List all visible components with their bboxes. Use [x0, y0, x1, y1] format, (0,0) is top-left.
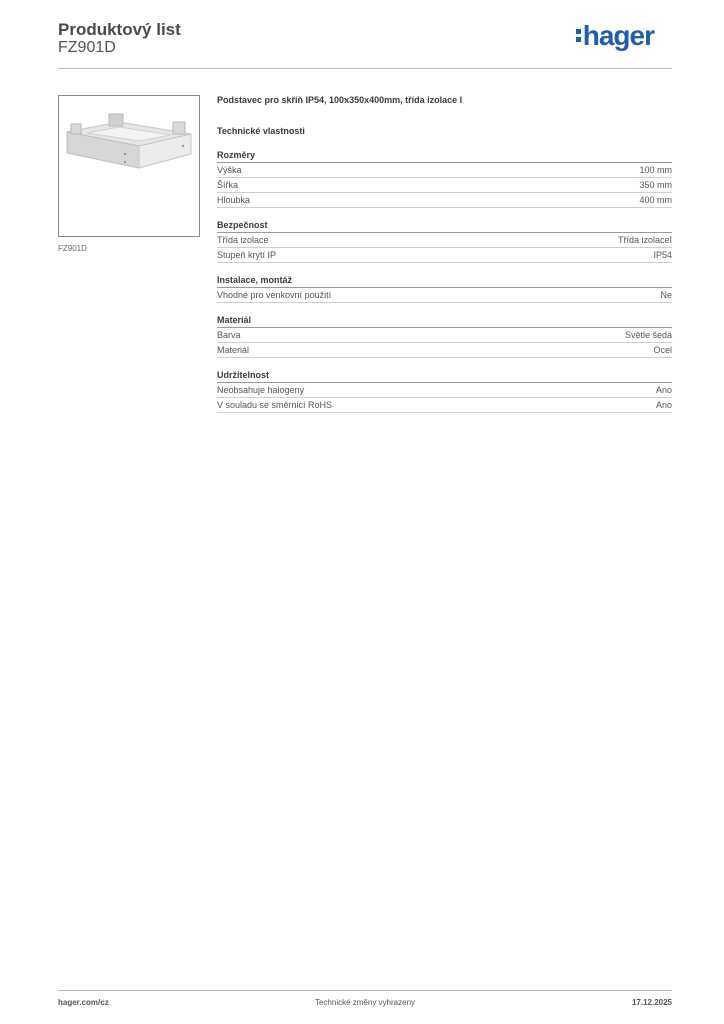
- property-value: Ano: [655, 400, 672, 410]
- property-label: Šířka: [217, 180, 239, 190]
- property-row: [217, 233, 672, 248]
- property-row: [217, 288, 672, 303]
- property-row: [217, 328, 672, 343]
- hager-logo: [576, 20, 654, 52]
- property-label: Neobsahuje halogeny: [217, 385, 305, 395]
- footer-date: 17.12.2025: [631, 998, 672, 1007]
- section-material: [217, 315, 672, 358]
- section-title: Rozměry: [217, 150, 672, 163]
- property-label: Výška: [217, 165, 242, 175]
- image-caption: FZ901D: [58, 244, 87, 253]
- logo-dots-icon: [576, 26, 581, 45]
- page-header: [58, 20, 672, 68]
- property-label: V souladu se směrnicí RoHS: [217, 400, 333, 410]
- logo-text: hager: [582, 20, 654, 51]
- property-label: Vhodné pro venkovní použití: [217, 290, 332, 300]
- header-divider: [58, 68, 672, 69]
- section-dimensions: [217, 150, 672, 208]
- property-label: Barva: [217, 330, 241, 340]
- property-label: Materiál: [217, 345, 250, 355]
- property-label: Třída izolace: [217, 235, 269, 245]
- property-value: Ne: [660, 290, 672, 300]
- section-title: Materiál: [217, 315, 672, 328]
- technical-properties-title: Technické vlastnosti: [217, 126, 305, 136]
- page-footer: [58, 998, 672, 1012]
- property-value: 400 mm: [639, 195, 672, 205]
- section-sustainability: [217, 370, 672, 413]
- property-value: 100 mm: [639, 165, 672, 175]
- section-title: Instalace, montáž: [217, 275, 672, 288]
- property-row: [217, 193, 672, 208]
- property-row: [217, 248, 672, 263]
- footer-notice: Technické změny vyhrazeny: [314, 998, 416, 1007]
- property-row: [217, 343, 672, 358]
- property-value: Třída izolaceI: [617, 235, 672, 245]
- footer-divider: [58, 990, 672, 991]
- property-value: Ano: [655, 385, 672, 395]
- property-row: [217, 383, 672, 398]
- footer-website-link[interactable]: hager.com/cz: [58, 998, 109, 1007]
- property-value: 350 mm: [639, 180, 672, 190]
- section-title: Bezpečnost: [217, 220, 672, 233]
- section-safety: [217, 220, 672, 263]
- property-row: [217, 398, 672, 413]
- property-value: Ocel: [653, 345, 672, 355]
- product-details: [217, 95, 672, 425]
- product-image: [58, 95, 200, 237]
- property-row: [217, 163, 672, 178]
- product-base-illustration: [59, 96, 199, 236]
- document-title: Produktový list: [58, 20, 181, 39]
- product-code: FZ901D: [58, 39, 116, 56]
- section-installation: [217, 275, 672, 303]
- property-row: [217, 178, 672, 193]
- property-value: Světle šedá: [624, 330, 672, 340]
- product-description: Podstavec pro skříň IP54, 100x350x400mm, třída izolace I: [217, 95, 463, 105]
- property-label: Hloubka: [217, 195, 251, 205]
- section-title: Udržitelnost: [217, 370, 672, 383]
- property-label: Stupeň krytí IP: [217, 250, 277, 260]
- property-value: IP54: [653, 250, 672, 260]
